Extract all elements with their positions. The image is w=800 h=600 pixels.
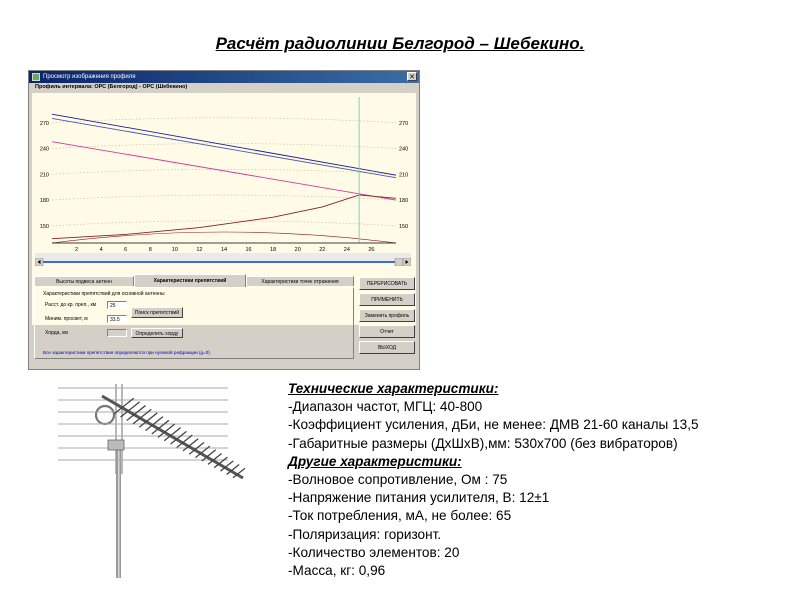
determine-chord-button[interactable]: Определить хорду <box>131 328 183 338</box>
tab-reflection-points[interactable]: Характеристики точек отражения <box>246 276 354 286</box>
other-item: -Ток потребления, мА, не более: 65 <box>288 508 512 524</box>
y-tick-label-right: 180 <box>399 198 409 205</box>
chord-label: Хорда, км <box>45 330 68 336</box>
chord-field[interactable] <box>107 329 127 337</box>
gridline <box>52 169 396 174</box>
x-tick-label: 22 <box>319 247 326 253</box>
y-tick-label-left: 180 <box>39 198 49 205</box>
other-item: -Напряжение питания усилителя, В: 12±1 <box>288 490 550 506</box>
other-item: -Волновое сопротивление, Ом : 75 <box>288 472 508 488</box>
tab-antenna-heights[interactable]: Высоты подвеса антенн <box>34 276 134 286</box>
tab-strip <box>34 276 354 287</box>
refraction-note: Все характеристики препятствия определяются при нулевой рефракции (g=0) <box>43 350 210 355</box>
gridline <box>52 221 396 226</box>
profile-subtitle: Профиль интервала: ОРС (Белгород) - ОРС (Шебекино) <box>35 84 188 90</box>
tech-item: -Диапазон частот, МГЦ: 40-800 <box>288 399 483 415</box>
obstacles-panel <box>34 287 354 359</box>
group-caption: Характеристики препятствий для основной антенны <box>43 291 165 297</box>
other-item: -Поляризация: горизонт. <box>288 526 442 542</box>
redraw-button[interactable]: ПЕРЕРИСОВАТЬ <box>359 277 415 290</box>
scroll-track[interactable] <box>43 261 398 263</box>
min-clearance-field[interactable]: 33.5 <box>107 315 127 323</box>
tech-item: -Коэффициент усиления, дБи, не менее: ДМВ 21-60 каналы 13,5 <box>288 417 699 433</box>
find-obstacles-button[interactable]: Поиск препятствий <box>131 307 183 318</box>
y-tick-label-left: 150 <box>39 223 49 230</box>
window-title: Просмотр изображения профиля <box>43 74 136 80</box>
profile-viewer-window <box>28 70 420 370</box>
y-tick-label-left: 270 <box>39 120 49 127</box>
apply-button[interactable]: ПРИМЕНИТЬ <box>359 293 415 306</box>
exit-button[interactable]: ВЫХОД <box>359 341 415 354</box>
profile-series-line <box>52 118 396 177</box>
other-heading: Другие характеристики: <box>288 453 462 469</box>
y-tick-label-right: 270 <box>399 120 409 127</box>
obstacle-distance-label: Расст. до кр. преп., км <box>45 302 97 308</box>
x-tick-label: 20 <box>294 247 301 253</box>
x-tick-label: 10 <box>171 247 178 253</box>
antenna-illustration <box>28 378 278 578</box>
x-tick-label: 26 <box>368 247 375 253</box>
x-tick-label: 16 <box>245 247 252 253</box>
profile-series-line <box>52 142 396 200</box>
y-tick-label-right: 240 <box>399 146 409 153</box>
other-item: -Количество элементов: 20 <box>288 544 460 560</box>
replace-profile-button[interactable]: Заменить профиль <box>359 309 415 322</box>
x-tick-label: 14 <box>220 247 228 253</box>
report-button[interactable]: Отчет <box>359 325 415 338</box>
scroll-thumb[interactable] <box>395 258 403 266</box>
specifications <box>288 380 793 580</box>
x-tick-label: 2 <box>75 247 79 253</box>
earth-arc <box>52 232 396 243</box>
obstacle-distance-field[interactable]: 25 <box>107 301 127 309</box>
window-titlebar <box>29 71 419 83</box>
y-tick-label-right: 210 <box>399 172 409 179</box>
x-tick-label: 24 <box>343 247 350 253</box>
x-tick-label: 8 <box>148 247 152 253</box>
y-tick-label-left: 240 <box>39 146 49 153</box>
x-tick-label: 18 <box>270 247 277 253</box>
min-clearance-label: Миним. просвет, м <box>45 316 88 322</box>
x-tick-label: 4 <box>99 247 103 253</box>
app-icon <box>32 73 40 81</box>
close-icon[interactable]: ✕ <box>407 72 417 81</box>
x-tick-label: 6 <box>124 247 128 253</box>
profile-chart-svg <box>32 93 416 273</box>
other-item: -Масса, кг: 0,96 <box>288 563 386 579</box>
antenna-photo <box>28 378 278 578</box>
horizontal-scrollbar[interactable] <box>35 253 411 261</box>
tech-heading: Технические характеристики: <box>288 381 499 396</box>
x-tick-label: 12 <box>196 247 203 253</box>
gridline <box>52 118 396 123</box>
tab-obstacles[interactable]: Характеристики препятствий <box>134 274 246 287</box>
slide-title: Расчёт радиолинии Белгород – Шебекино. <box>215 34 585 53</box>
y-tick-label-left: 210 <box>39 172 49 179</box>
y-tick-label-right: 150 <box>399 223 409 230</box>
tech-item: -Габаритные размеры (ДхШхВ),мм: 530х700 (без вибраторов) <box>288 435 678 451</box>
profile-series-line <box>52 114 396 175</box>
